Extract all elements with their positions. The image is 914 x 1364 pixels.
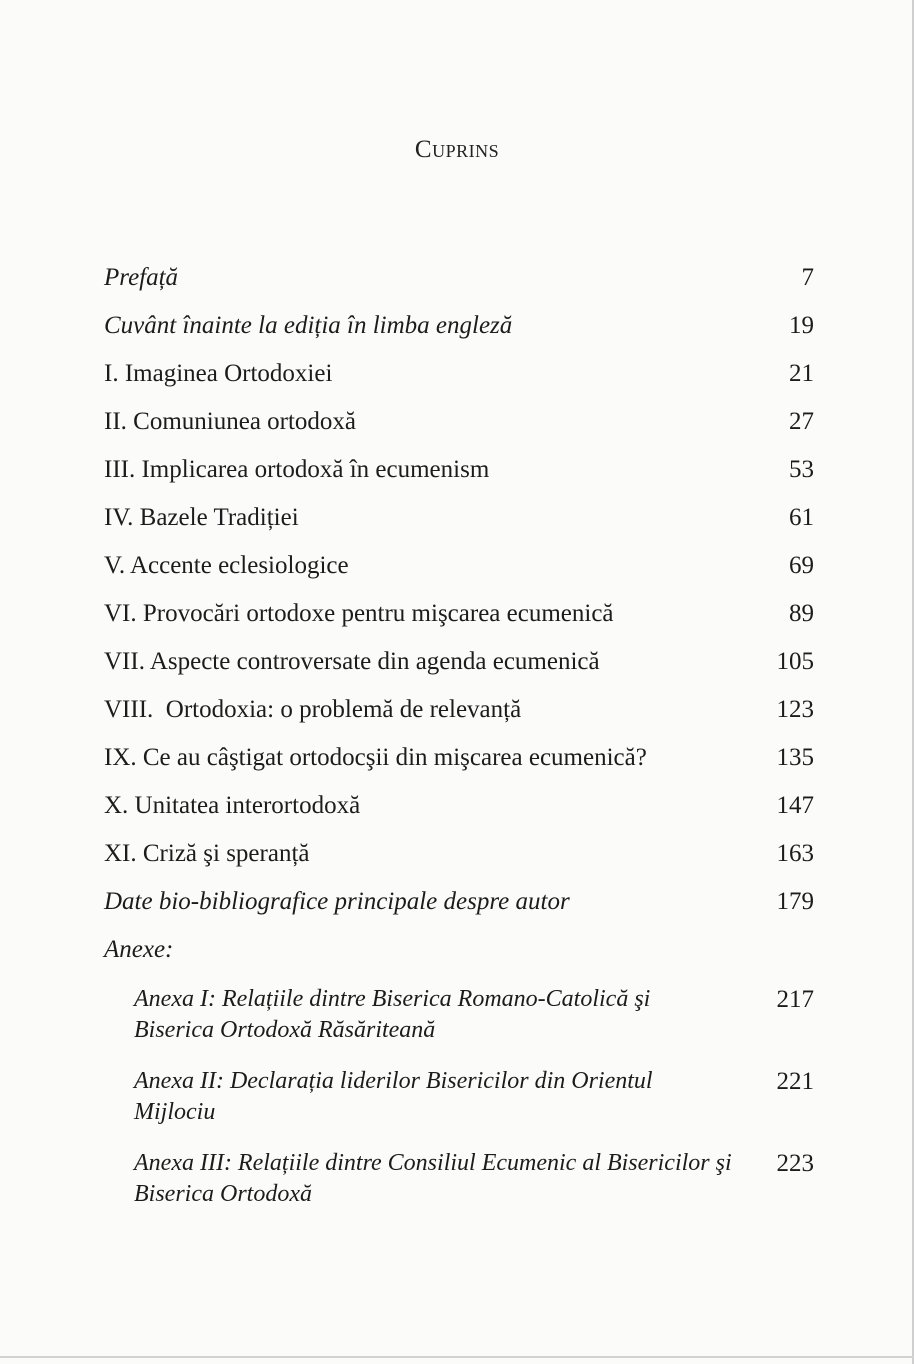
toc-entry-label: X. Unitatea interortodoxă: [104, 792, 361, 819]
toc-entry-chapter-2: [104, 406, 814, 454]
toc-entry-chapter-3: [104, 454, 814, 502]
toc-entry-page: 53: [789, 456, 814, 483]
toc-entry-page: 19: [789, 312, 814, 339]
toc-anexa-label: Anexa III: Relațiile dintre Consiliul Ecumenic al Bisericilor şi Biserica Ortodoxă: [134, 1150, 732, 1207]
toc-entry-page: 69: [789, 552, 814, 579]
toc-entry-chapter-8: [104, 694, 814, 742]
toc-entry-label: XI. Criză şi speranță: [104, 840, 310, 867]
toc-entry-chapter-11: [104, 838, 814, 886]
toc-anexa-2: [134, 1066, 814, 1148]
toc-entry-page: 7: [801, 264, 814, 291]
toc-entry-chapter-5: [104, 550, 814, 598]
toc-anexa-page: 217: [776, 986, 814, 1013]
toc-entry-label: II. Comuniunea ortodoxă: [104, 408, 357, 435]
toc-entry-page: 27: [789, 408, 814, 435]
toc-entry-label: Cuvânt înainte la ediția în limba engleză: [104, 312, 513, 339]
toc-anexa-label: Anexa I: Relațiile dintre Biserica Romano-Catolică şi Biserica Ortodoxă Răsăriteană: [134, 986, 651, 1043]
toc-entry-page: 163: [776, 840, 814, 867]
toc-entry-page: 135: [776, 744, 814, 771]
toc-entry-page: 179: [776, 888, 814, 915]
toc-anexe-heading: [104, 934, 814, 984]
page-title: Cuprins: [414, 136, 500, 163]
toc-entry-label: Date bio-bibliografice principale despre autor: [104, 888, 570, 915]
toc-anexa-label: Anexa II: Declarația liderilor Bisericilor din Orientul Mijlociu: [134, 1068, 653, 1125]
table-of-contents: [104, 262, 814, 1230]
toc-anexa-page: 221: [776, 1068, 814, 1095]
toc-entry-chapter-10: [104, 790, 814, 838]
toc-entry-page: 105: [776, 648, 814, 675]
toc-entry-page: 61: [789, 504, 814, 531]
toc-anexa-3: [134, 1148, 814, 1230]
toc-entry-prefata: [104, 262, 814, 310]
toc-entry-page: 89: [789, 600, 814, 627]
toc-entry-page: 147: [776, 792, 814, 819]
toc-entry-label: III. Implicarea ortodoxă în ecumenism: [104, 456, 490, 483]
toc-entry-chapter-4: [104, 502, 814, 550]
toc-entry-chapter-6: [104, 598, 814, 646]
toc-entry-page: 21: [789, 360, 814, 387]
toc-entry-label: VII. Aspecte controversate din agenda ecumenică: [104, 648, 600, 675]
toc-entry-label: I. Imaginea Ortodoxiei: [104, 360, 333, 387]
toc-entry-cuvant-inainte: [104, 310, 814, 358]
toc-entry-date-bio: [104, 886, 814, 934]
toc-entry-page: 123: [776, 696, 814, 723]
toc-entry-label: VIII. Ortodoxia: o problemă de relevanță: [104, 696, 522, 723]
toc-entry-label: Prefață: [104, 264, 179, 291]
toc-entry-label: IX. Ce au câştigat ortodocşii din mişcarea ecumenică?: [104, 744, 647, 771]
toc-entry-label: V. Accente eclesiologice: [104, 552, 349, 579]
toc-entry-label: VI. Provocări ortodoxe pentru mişcarea ecumenică: [104, 600, 614, 627]
toc-anexa-page: 223: [776, 1150, 814, 1177]
toc-anexa-1: [134, 984, 814, 1066]
toc-entry-chapter-7: [104, 646, 814, 694]
scan-edge-bottom: [0, 1356, 914, 1358]
toc-entry-label: IV. Bazele Tradiției: [104, 504, 299, 531]
toc-entry-chapter-1: [104, 358, 814, 406]
toc-entry-chapter-9: [104, 742, 814, 790]
anexe-heading-label: Anexe:: [104, 936, 174, 963]
